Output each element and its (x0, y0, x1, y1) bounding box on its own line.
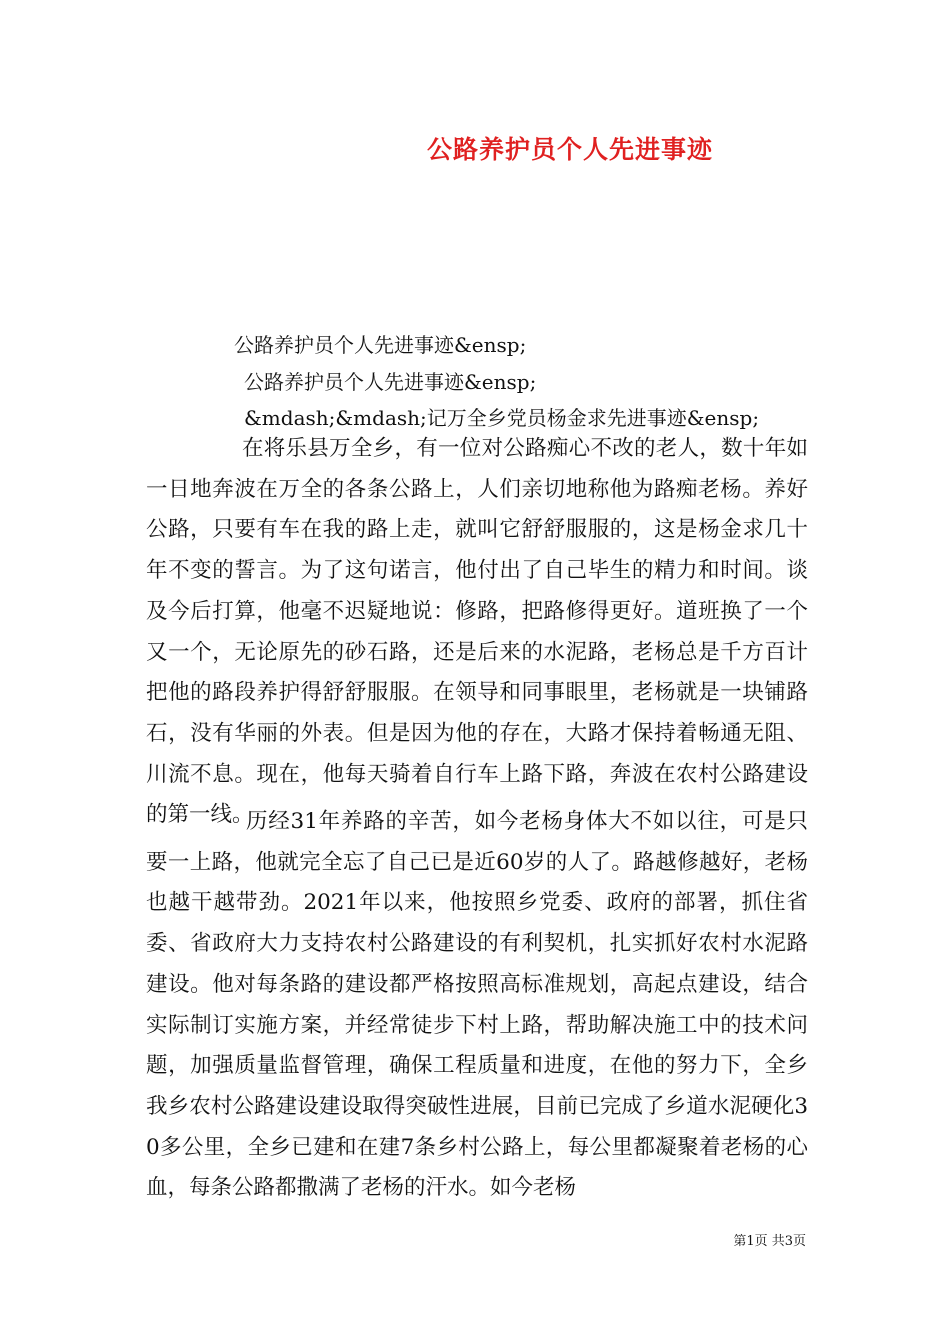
header-line-1: 公路养护员个人先进事迹&ensp; (234, 333, 527, 357)
page-footer: 第1页 共3页 (733, 1234, 806, 1249)
paragraph-1: 在将乐县万全乡，有一位对公路痴心不改的老人，数十年如一日地奔波在万全的各条公路上，人们亲切地称他为路痴老杨。养好公路，只要有车在我的路上走，就叫它舒舒服服的，这是杨金求几十年不变的誓言。为了这句诺言，他付出了自己毕生的精力和时间。谈及今后打算，他毫不迟疑地说：修路，把路修得更好。道班换了一个又一个，无论原先的砂石路，还是后来的水泥路，老杨总是千方百计把他的路段养护得舒舒服服。在领导和同事眼里，老杨就是一块铺路石，没有华丽的外表。但是因为他的存在，大路才保持着畅通无阻、川流不息。现在，他每天骑着自行车上路下路，奔波在农村公路建设的第一线。 (146, 436, 808, 828)
paragraph-2: 历经31年养路的辛苦，如今老杨身体大不如以往，可是只要一上路，他就完全忘了自己已是近60岁的人了。路越修越好，老杨也越干越带劲。2021年以来，他按照乡党委、政府的部署，抓住省委、省政府大力支持农村公路建设的有利契机，扎实抓好农村水泥路建设。他对每条路的建设都严格按照高标准规划，高起点建设，结合实际制订实施方案，并经常徒步下村上路，帮助解决施工中的技术问题，加强质量监督管理，确保工程质量和进度，在他的努力下，全乡我乡农村公路建设建设取得突破性进展，目前已完成了乡道水泥硬化30多公里，全乡已建和在建7条乡村公路上，每公里都凝聚着老杨的心血，每条公路都撒满了老杨的汗水。如今老杨 (146, 809, 808, 1201)
document-title: 公路养护员个人先进事迹 (426, 135, 713, 164)
header-line-3: &mdash;&mdash;记万全乡党员杨金求先进事迹&ensp; (244, 406, 760, 430)
header-line-2: 公路养护员个人先进事迹&ensp; (244, 370, 537, 394)
